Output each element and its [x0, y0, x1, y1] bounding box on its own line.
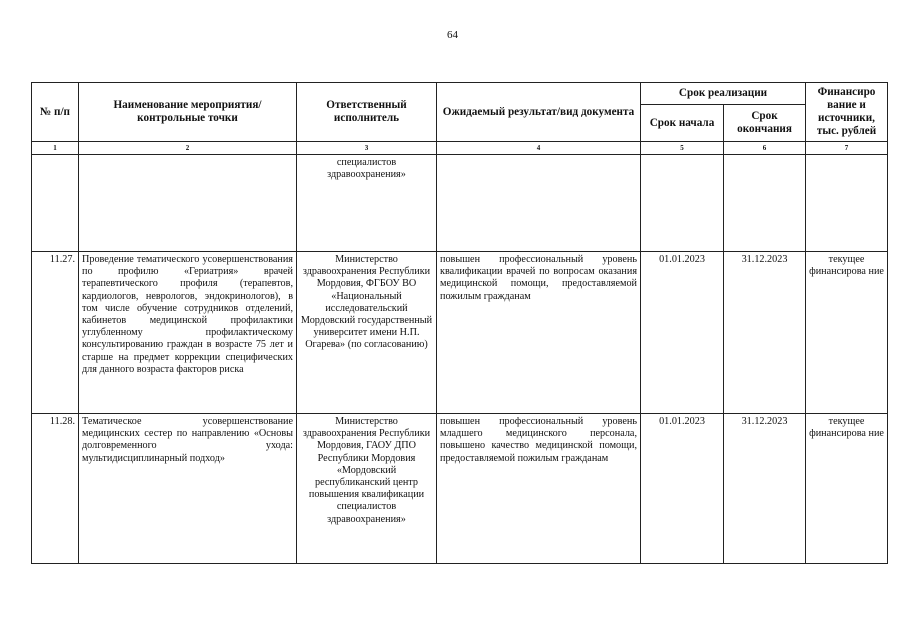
- cell-name: [79, 155, 297, 252]
- cell-start: 01.01.2023: [641, 414, 724, 564]
- continuation-row: [32, 155, 888, 252]
- header-term-start: Срок начала: [641, 105, 724, 142]
- column-number: 3: [297, 142, 437, 155]
- cell-responsible: Министерство здравоохранения Республики Мордовия, ГАОУ ДПО Республики Мордовия «Мордовский республиканский центр повышения квалификации специалистов здравоохранения»: [297, 414, 437, 564]
- cell-end: [724, 155, 806, 252]
- column-number: 4: [437, 142, 641, 155]
- column-number: 5: [641, 142, 724, 155]
- cell-finance: текущее финансирова ние: [806, 414, 888, 564]
- cell-start: [641, 155, 724, 252]
- column-number-row: [32, 142, 888, 155]
- header-num: № п/п: [32, 83, 79, 142]
- cell-num: [32, 155, 79, 252]
- header-result: Ожидаемый результат/вид документа: [437, 83, 641, 142]
- header-row-1: [32, 83, 888, 105]
- header-finance: Финансиро вание и источники, тыс. рублей: [806, 83, 888, 142]
- cell-end: 31.12.2023: [724, 414, 806, 564]
- page-number: 64: [447, 29, 458, 41]
- cell-result: повышен профессиональный уровень младшего медицинского персонала, повышено качество медицинской помощи, предоставляемой пожилым гражданам: [437, 414, 641, 564]
- table-row: [32, 252, 888, 414]
- header-term-group: Срок реализации: [641, 83, 806, 105]
- cell-responsible: специалистов здравоохранения»: [297, 155, 437, 252]
- cell-finance: [806, 155, 888, 252]
- column-number: 2: [79, 142, 297, 155]
- table-row: [32, 414, 888, 564]
- cell-start: 01.01.2023: [641, 252, 724, 414]
- plan-table: [31, 82, 888, 564]
- cell-end: 31.12.2023: [724, 252, 806, 414]
- cell-result: повышен профессиональный уровень квалификации врачей по вопросам оказания медицинской помощи, предоставляемой пожилым гражданам: [437, 252, 641, 414]
- header-term-end: Срок окончания: [724, 105, 806, 142]
- cell-name: Тематическое усовершенствование медицинских сестер по направлению «Основы долговременного ухода: мультидисциплинарный подход»: [79, 414, 297, 564]
- header-responsible: Ответственный исполнитель: [297, 83, 437, 142]
- cell-finance: текущее финансирова ние: [806, 252, 888, 414]
- header-name: Наименование мероприятия/ контрольные точки: [79, 83, 297, 142]
- cell-num: 11.27.: [32, 252, 79, 414]
- column-number: 7: [806, 142, 888, 155]
- column-number: 6: [724, 142, 806, 155]
- cell-name: Проведение тематического усовершенствования по профилю «Гериатрия» врачей терапевтического профиля (терапевтов, кардиологов, неврологов, эндокринологов), в том числе обучение сотрудников отделений, кабинетов медицинской профилактики углубленному профилактическому консультированию граждан в возрасте 75 лет и старше на предмет коррекции специфических для данного возраста факторов риска: [79, 252, 297, 414]
- cell-result: [437, 155, 641, 252]
- column-number: 1: [32, 142, 79, 155]
- cell-responsible: Министерство здравоохранения Республики Мордовия, ФГБОУ ВО «Национальный исследовательский Мордовский государственный университет имени Н.П. Огарева» (по согласованию): [297, 252, 437, 414]
- cell-num: 11.28.: [32, 414, 79, 564]
